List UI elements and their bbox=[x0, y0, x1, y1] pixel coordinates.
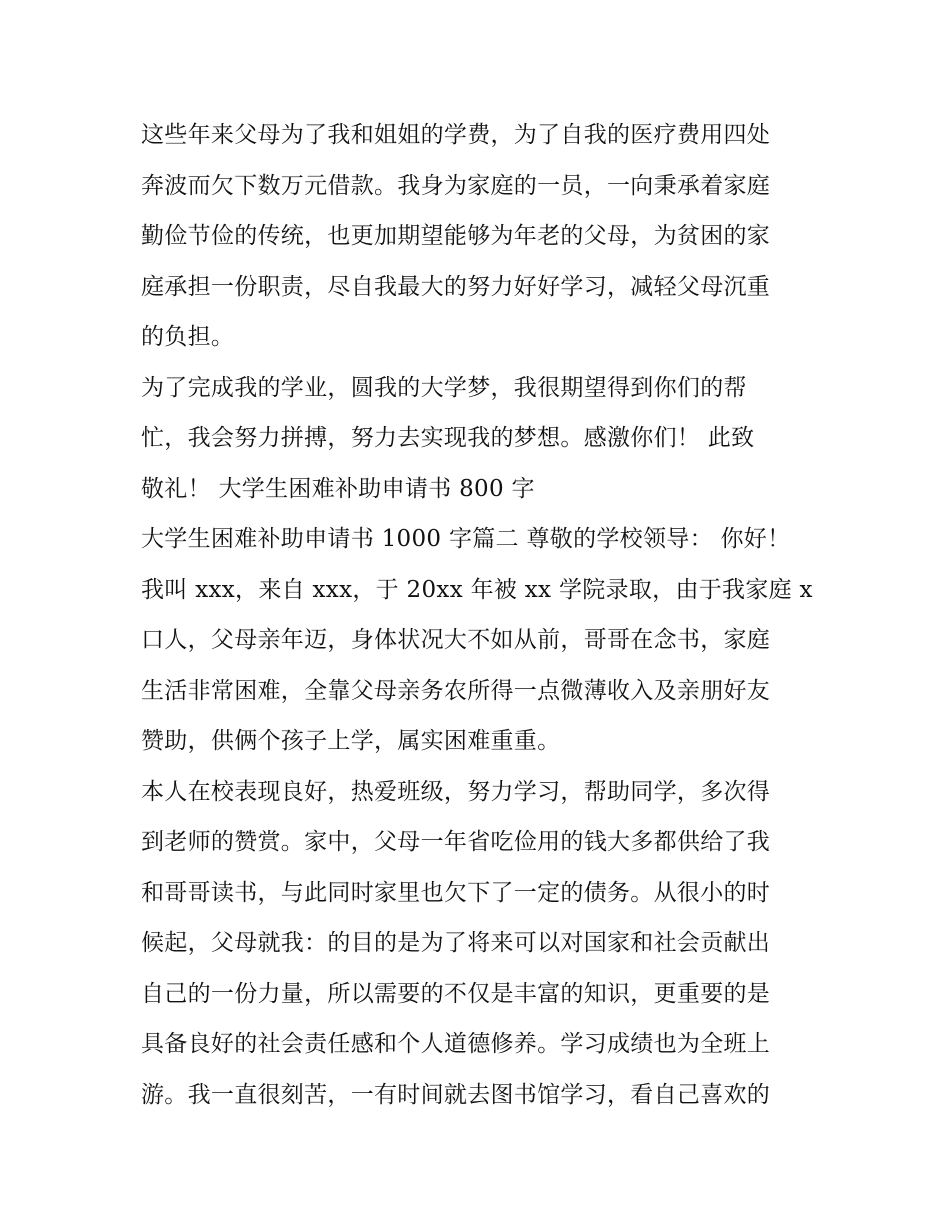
text-line: 自己的一份力量，所以需要的不仅是丰富的知识，更重要的是 bbox=[141, 980, 771, 1007]
text-line: 赞助，供俩个孩子上学，属实困难重重。 bbox=[141, 728, 561, 754]
text-line: 为了完成我的学业，圆我的大学梦，我很期望得到你们的帮 bbox=[141, 374, 747, 401]
text-line: 到老师的赞赏。家中，父母一年省吃俭用的钱大多都供给了我 bbox=[141, 829, 771, 855]
text-line: 忙，我会努力拼搏，努力去实现我的梦想。感激你们！ 此致 bbox=[141, 425, 755, 451]
text-line: 奔波而欠下数万元借款。我身为家庭的一员，一向秉承着家庭 bbox=[141, 172, 771, 199]
text-line: 的负担。 bbox=[141, 324, 235, 350]
text-line: 大学生困难补助申请书 1000 字篇二 尊敬的学校领导： 你好！ bbox=[141, 526, 791, 552]
text-line: 本人在校表现良好，热爱班级，努力学习，帮助同学，多次得 bbox=[141, 778, 771, 805]
text-line: 这些年来父母为了我和姐姐的学费，为了自我的医疗费用四处 bbox=[141, 122, 771, 148]
text-line: 和哥哥读书，与此同时家里也欠下了一定的债务。从很小的时 bbox=[141, 879, 771, 906]
text-line: 候起，父母就我：的目的是为了将来可以对国家和社会贡献出 bbox=[141, 930, 771, 956]
text-line: 庭承担一份职责，尽自我最大的努力好好学习，减轻父母沉重 bbox=[141, 273, 771, 300]
text-line: 敬礼！ 大学生困难补助申请书 800 字 bbox=[141, 475, 535, 502]
text-line: 具备良好的社会责任感和个人道德修养。学习成绩也为全班上 bbox=[141, 1031, 771, 1057]
text-line: 我叫 xxx，来自 xxx，于 20xx 年被 xx 学院录取，由于我家庭 x bbox=[141, 576, 813, 603]
body-text bbox=[141, 110, 821, 1120]
text-line: 游。我一直很刻苦，一有时间就去图书馆学习，看自己喜欢的 bbox=[141, 1081, 771, 1108]
text-line: 生活非常困难，全靠父母亲务农所得一点微薄收入及亲朋好友 bbox=[141, 677, 771, 704]
text-line: 勤俭节俭的传统，也更加期望能够为年老的父母，为贫困的家 bbox=[141, 223, 771, 249]
text-line: 口人，父母亲年迈，身体状况大不如从前，哥哥在念书，家庭 bbox=[141, 627, 771, 653]
